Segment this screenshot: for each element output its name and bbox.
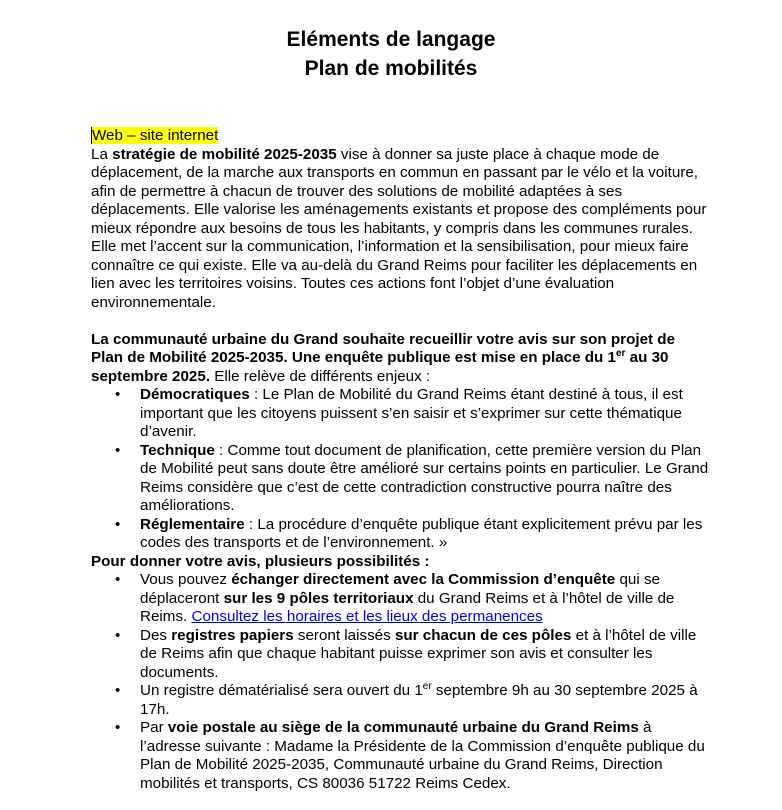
enquete-text: Elle relève de différents enjeux : [210, 367, 431, 385]
item-text: Des [140, 626, 172, 644]
list-item [140, 627, 711, 683]
enjeu-text: : Le Plan de Mobilité du Grand Reims étant destiné à tous, il est important que les citoyens puissent s’en saisir et s’exprimer sur cette thématique d’avenir. [140, 386, 683, 440]
intro-paragraph [91, 146, 711, 313]
item-text: Vous pouvez [140, 571, 232, 588]
list-item [140, 516, 711, 553]
list-item [140, 719, 711, 793]
item-bold: registres papiers [171, 626, 294, 644]
item-bold: sur chacun de ces pôles [394, 626, 572, 644]
paragraph-gap [91, 312, 711, 331]
item-text: septembre 9h au 30 septembre 2025 à 17h. [140, 682, 698, 718]
item-sup: er [422, 681, 432, 692]
item-text: du Grand Reims et à l’hôtel de ville de Reims. [140, 589, 675, 625]
document-body [91, 127, 711, 793]
item-text: seront laissés [293, 626, 395, 644]
enquete-bold-1: La communauté urbaine du Grand souhaite recueillir votre avis sur son projet de Plan de Mobilité 2025-2035. Une enquête publique est mise en place du 1 [91, 330, 676, 366]
title-line-2: Plan de mobilités [304, 56, 478, 80]
permanences-link[interactable]: Consultez les horaires et les lieux des permanences [191, 608, 543, 625]
enjeu-text: : La procédure d’enquête publique étant explicitement prévu par les codes des transports et de l’environnement. » [140, 515, 703, 551]
item-text: qui se déplaceront [140, 571, 660, 607]
item-text: et à l’hôtel de ville de Reims afin que chaque habitant puisse exprimer son avis et consulter les documents. [140, 626, 697, 681]
list-item [140, 442, 711, 516]
list-item [140, 682, 711, 719]
item-text: Un registre dématérialisé sera ouvert du 1 [140, 682, 423, 699]
item-bold: sur les 9 pôles territoriaux [223, 589, 414, 607]
item-text: Par [140, 719, 168, 736]
list-item [140, 571, 711, 627]
list-item [140, 386, 711, 442]
enjeu-text: : Comme tout document de planification, cette première version du Plan de Mobilité peut sans doute être amélioré sur certains points en particulier. Le Grand Reims considère que c’est de cette contradiction constructive pourra naître des améliorations. [140, 441, 709, 514]
item-bold: échanger directement avec la Commission d’enquête [231, 571, 616, 588]
enjeux-list [91, 386, 711, 553]
enjeu-label: Technique [140, 441, 215, 459]
enquete-bold-2: au 30 septembre 2025. [91, 349, 669, 385]
enquete-sup: er [615, 348, 626, 359]
intro-text-rest: vise à donner sa juste place à chaque mode de déplacement, de la marche aux transports en commun en passant par le vélo et la voiture, afin de permettre à chacun de trouver des solutions de mobilité adaptées à ses déplacements. Elle valorise les aménagements existants et propose des compléments pour mieux répondre aux besoins de tous les habitants, y compris dans les communes rurales. Elle met l’accent sur la communication, l’information et la sensibilisation, pour mieux faire connaître ce qui existe. Elle va au-delà du Grand Reims pour faciliter les déplacements en lien avec les territoires voisins. Toutes ces actions font l’objet d’une évaluation environnementale. [91, 145, 707, 311]
enjeu-label: Démocratiques [140, 386, 250, 403]
intro-strategy-bold: stratégie de mobilité 2025-2035 [112, 145, 337, 163]
enquete-paragraph [91, 331, 711, 387]
intro-text-start: La [91, 145, 113, 163]
enjeu-label: Réglementaire [140, 515, 245, 533]
possibilites-list [91, 571, 711, 793]
title-line-1: Eléments de langage [286, 28, 496, 51]
section-tag: Web – site internet [92, 127, 219, 144]
section-tag-line [91, 127, 711, 146]
avis-heading [91, 553, 711, 572]
avis-heading-text: Pour donner votre avis, plusieurs possibilités : [91, 552, 430, 570]
item-text: à l’adresse suivante : Madame la Présidente de la Commission d’enquête publique du Plan de Mobilité 2025-2035, Communauté urbaine du Grand Reims, Direction mobilités et transports, CS 80036 51722 Reims Cedex. [140, 719, 705, 792]
item-bold: voie postale au siège de la communauté urbaine du Grand Reims [167, 719, 639, 736]
document-title [0, 26, 782, 83]
